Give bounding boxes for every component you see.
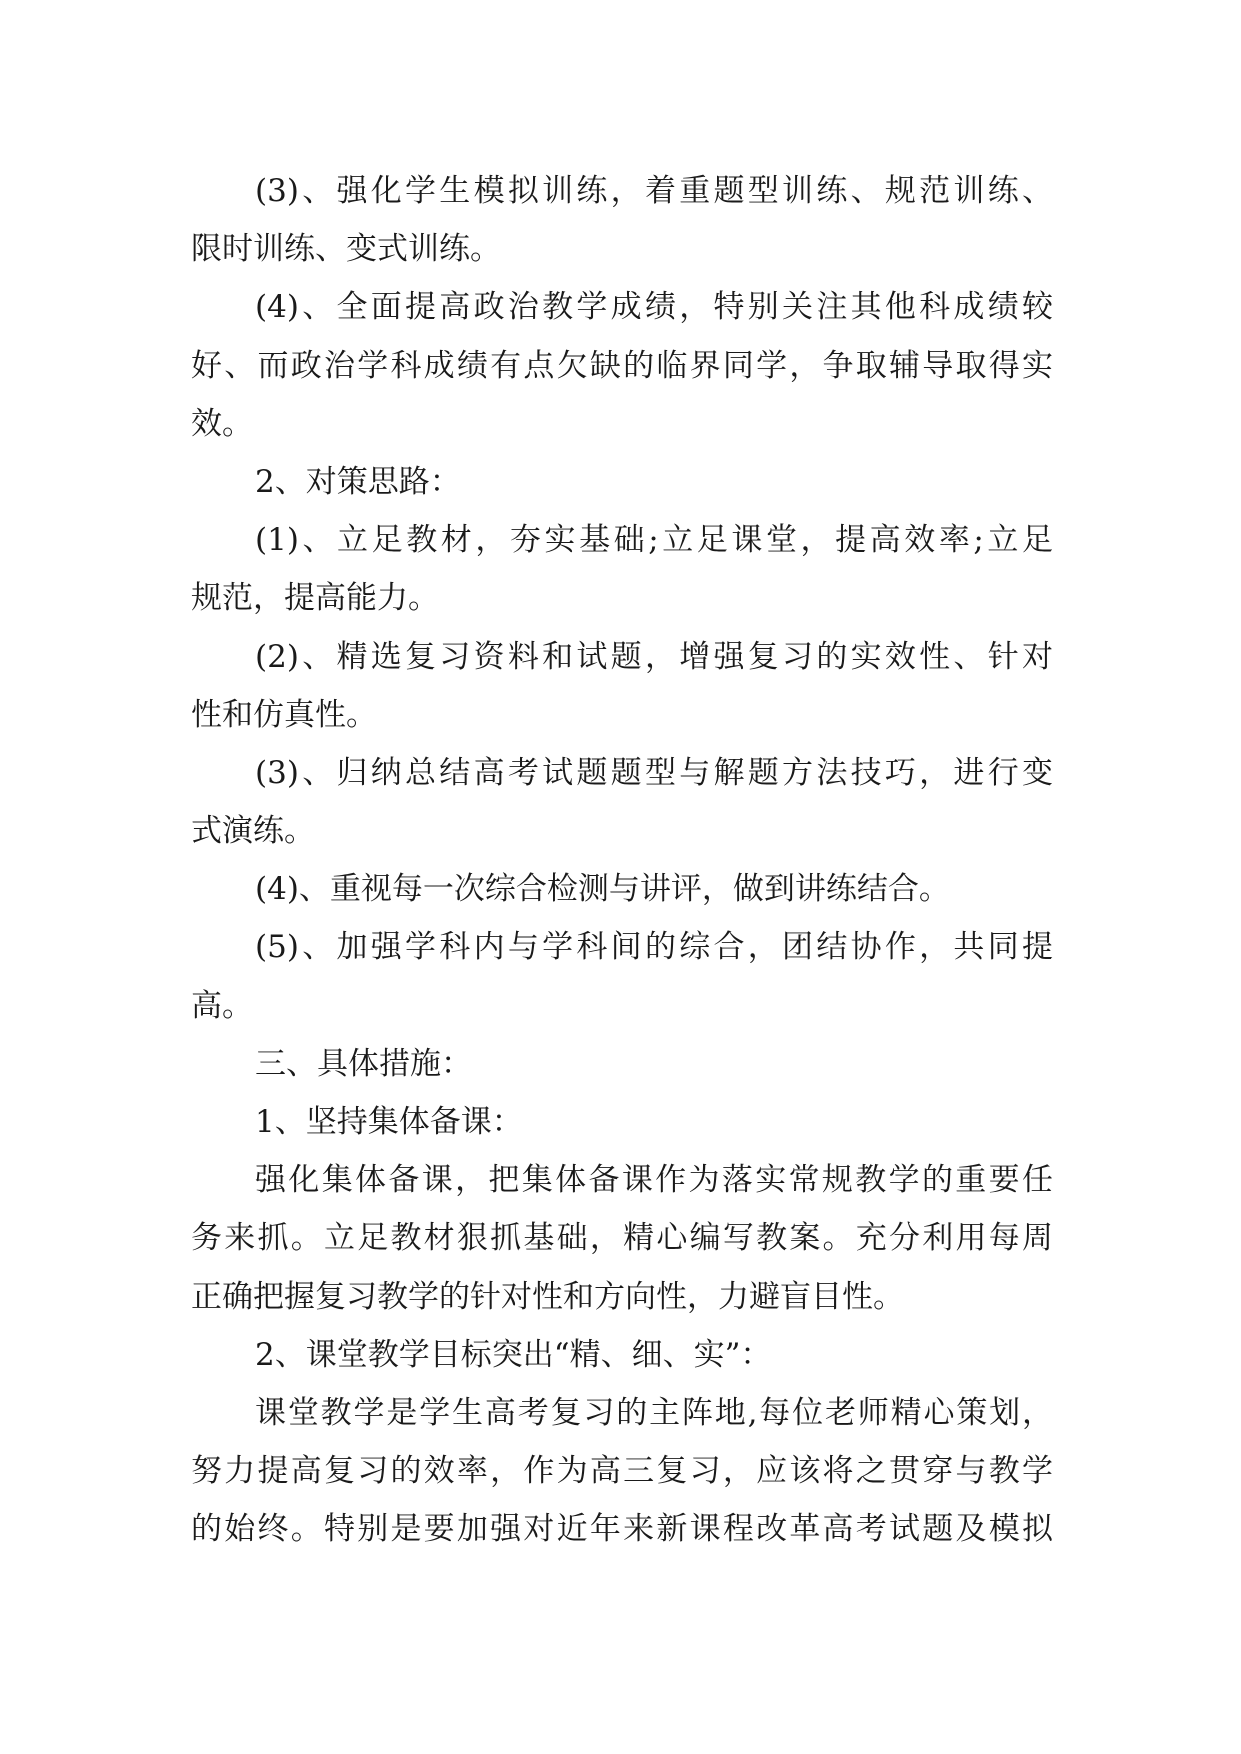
text-line: 式演练。 bbox=[191, 813, 315, 850]
text-line: (5)、加强学科内与学科间的综合，团结协作，共同提 bbox=[255, 929, 1053, 966]
text-line: (4)、重视每一次综合检测与讲评，做到讲练结合。 bbox=[255, 871, 950, 908]
text-line: (3)、强化学生模拟训练，着重题型训练、规范训练、 bbox=[255, 173, 1053, 209]
text-line: (2)、精选复习资料和试题，增强复习的实效性、针对 bbox=[255, 638, 1053, 675]
text-line: 三、具体措施： bbox=[255, 1045, 472, 1082]
document-body bbox=[191, 162, 1053, 1559]
text-line: 限时训练、变式训练。 bbox=[191, 231, 501, 268]
text-line: (1)、立足教材，夯实基础;立足课堂，提高效率;立足 bbox=[255, 522, 1053, 559]
text-line: 规范，提高能力。 bbox=[191, 580, 439, 617]
text-line: 正确把握复习教学的针对性和方向性，力避盲目性。 bbox=[191, 1278, 904, 1315]
text-line: 1、坚持集体备课： bbox=[255, 1104, 523, 1140]
text-line: 务来抓。立足教材狠抓基础，精心编写教案。充分利用每周 bbox=[191, 1220, 1053, 1257]
text-line: 好、而政治学科成绩有点欠缺的临界同学，争取辅导取得实 bbox=[191, 347, 1053, 384]
text-line: 2、对策思路： bbox=[255, 463, 461, 500]
text-line: (3)、归纳总结高考试题题型与解题方法技巧，进行变 bbox=[255, 754, 1053, 791]
text-line: 努力提高复习的效率，作为高三复习，应该将之贯穿与教学 bbox=[191, 1453, 1053, 1490]
text-line: 效。 bbox=[191, 405, 253, 442]
text-line: 高。 bbox=[191, 987, 253, 1024]
text-line: 强化集体备课，把集体备课作为落实常规教学的重要任 bbox=[255, 1162, 1053, 1199]
text-line: 课堂教学是学生高考复习的主阵地,每位老师精心策划， bbox=[255, 1394, 1053, 1431]
text-line: 性和仿真性。 bbox=[191, 696, 377, 733]
text-line: 2、课堂教学目标突出“精、细、实”： bbox=[255, 1336, 772, 1373]
text-line: (4)、全面提高政治教学成绩，特别关注其他科成绩较 bbox=[255, 289, 1053, 326]
text-line: 的始终。特别是要加强对近年来新课程改革高考试题及模拟 bbox=[191, 1511, 1053, 1548]
